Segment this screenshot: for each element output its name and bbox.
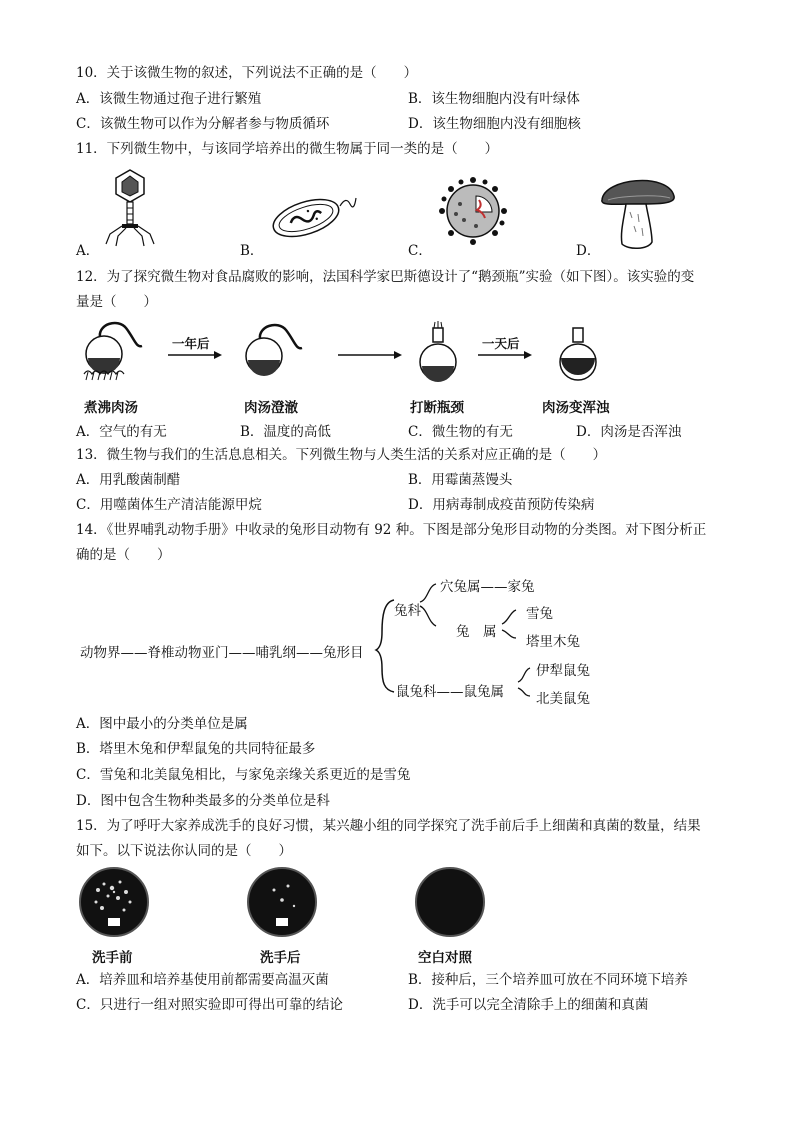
tree-species-yarkand-hare: 塔里木兔: [526, 634, 580, 650]
q14-stem-line1: 14．《世界哺乳动物手册》中收录的兔形目动物有 92 种。下图是部分兔形目动物的分类图。对下图分析正: [76, 522, 707, 538]
q12-arrow1-label: 一年后: [172, 336, 210, 351]
q11-stem: 11．下列微生物中，与该同学培养出的微生物属于同一类的是（ ）: [76, 141, 499, 157]
tree-species-american-pika: 北美鼠兔: [536, 691, 590, 707]
q13-option-c[interactable]: C．用噬菌体生产清洁能源甲烷: [76, 497, 262, 513]
arrow-right-icon: [338, 350, 402, 360]
q14-option-b[interactable]: B．塔里木兔和伊犁鼠兔的共同特征最多: [76, 741, 316, 757]
turbid-flask-image: [554, 328, 602, 386]
q12-flask4-label: 肉汤变浑浊: [542, 400, 610, 416]
q10-option-a[interactable]: A．该微生物通过孢子进行繁殖: [76, 91, 262, 107]
tree-species-ili-pika: 伊犁鼠兔: [536, 663, 590, 679]
q15-dish1-label: 洗手前: [92, 950, 133, 966]
petri-dish-before-wash-image: [78, 866, 150, 938]
q15-dish3-label: 空白对照: [418, 950, 472, 966]
tree-genus-lepus: 兔 属: [456, 624, 497, 640]
tree-species-snow-hare: 雪兔: [526, 606, 553, 622]
q15-option-d[interactable]: D．洗手可以完全清除手上的细菌和真菌: [408, 997, 649, 1013]
petri-dish-blank-control-image: [414, 866, 486, 938]
q15-stem-line1: 15．为了呼吁大家养成洗手的良好习惯，某兴趣小组的同学探究了洗手前后手上细菌和真菌的数量，结果: [76, 818, 701, 834]
swan-neck-flask-boiling-image: [80, 318, 160, 386]
q12-flask1-label: 煮沸肉汤: [84, 400, 138, 416]
q12-flask3-label: 打断瓶颈: [410, 400, 464, 416]
petri-dish-after-wash-image: [246, 866, 318, 938]
q14-option-d[interactable]: D．图中包含生物种类最多的分类单位是科: [76, 793, 330, 809]
bacteriophage-image: [100, 168, 160, 248]
q13-option-a[interactable]: A．用乳酸菌制醋: [76, 472, 181, 488]
q12-stem-line1: 12．为了探究微生物对食品腐败的影响，法国科学家巴斯德设计了“鹅颈瓶”实验（如下图）。该实验的变: [76, 269, 695, 285]
bacterium-image: [266, 182, 358, 246]
q11-option-b[interactable]: B．: [240, 243, 264, 259]
q10-option-d[interactable]: D．该生物细胞内没有细胞核: [408, 116, 581, 132]
q12-option-c[interactable]: C．微生物的有无: [408, 424, 513, 440]
q13-option-d[interactable]: D．用病毒制成疫苗预防传染病: [408, 497, 595, 513]
q14-option-c[interactable]: C．雪兔和北美鼠兔相比，与家兔亲缘关系更近的是雪兔: [76, 767, 411, 783]
q10-stem: 10．关于该微生物的叙述，下列说法不正确的是（ ）: [76, 65, 418, 81]
q12-arrow2-label: 一天后: [482, 336, 520, 351]
q12-flask2-label: 肉汤澄澈: [244, 400, 298, 416]
q11-option-c[interactable]: C．: [408, 243, 432, 259]
q14-option-a[interactable]: A．图中最小的分类单位是属: [76, 716, 248, 732]
q14-stem-line2: 确的是（ ）: [76, 547, 171, 563]
swan-neck-flask-clear-image: [240, 318, 320, 386]
q12-option-a[interactable]: A．空气的有无: [76, 424, 167, 440]
q15-stem-line2: 如下。以下说法你认同的是（ ）: [76, 843, 292, 859]
tree-genus-oryctolagus: 穴兔属——家兔: [440, 579, 535, 595]
q13-stem: 13．微生物与我们的生活息息相关。下列微生物与人类生活的关系对应正确的是（ ）: [76, 447, 607, 463]
tree-family-ochotonidae: 鼠兔科——鼠兔属: [396, 684, 504, 700]
mushroom-image: [598, 170, 678, 250]
q10-option-c[interactable]: C．该微生物可以作为分解者参与物质循环: [76, 116, 330, 132]
q13-option-b[interactable]: B．用霉菌蒸馒头: [408, 472, 513, 488]
q10-option-b[interactable]: B．该生物细胞内没有叶绿体: [408, 91, 580, 107]
q15-option-c[interactable]: C．只进行一组对照实验即可得出可靠的结论: [76, 997, 343, 1013]
q15-option-b[interactable]: B．接种后，三个培养皿可放在不同环境下培养: [408, 972, 688, 988]
tree-family-leporidae: 兔科: [394, 603, 421, 619]
virus-spiked-image: [436, 174, 510, 248]
q11-option-a[interactable]: A．: [76, 243, 100, 259]
q15-dish2-label: 洗手后: [260, 950, 301, 966]
q12-option-d[interactable]: D．肉汤是否浑浊: [576, 424, 682, 440]
q15-option-a[interactable]: A．培养皿和培养基使用前都需要高温灭菌: [76, 972, 329, 988]
q12-stem-line2: 量是（ ）: [76, 294, 157, 310]
tree-root-chain: 动物界——脊椎动物亚门——哺乳纲——兔形目: [80, 645, 364, 661]
q12-option-b[interactable]: B．温度的高低: [240, 424, 331, 440]
broken-neck-flask-image: [414, 320, 462, 386]
q11-option-d[interactable]: D．: [576, 243, 601, 259]
